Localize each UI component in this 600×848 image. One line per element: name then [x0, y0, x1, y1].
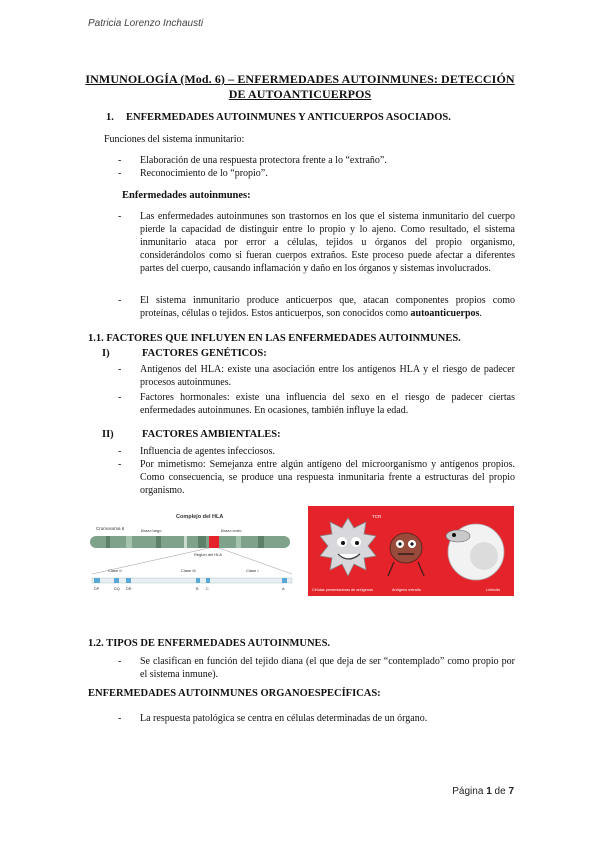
page-footer: Página 1 de 7	[452, 786, 514, 797]
hla-region-label: Región del HLA	[194, 552, 223, 557]
list-item: - Reconocimiento de lo “propio”.	[118, 168, 268, 179]
gene-b: B	[196, 587, 199, 591]
total-pages: 7	[508, 786, 514, 797]
title-line-2: DE AUTOANTICUERPOS	[228, 87, 372, 101]
list-item: - Factores hormonales: existe una influencia del sexo en el riesgo de padecer ciertas enfermedades autoinmunes. En ocasiones, también influye la edad.	[118, 392, 515, 416]
list-item: - Por mimetismo: Semejanza entre algún antígeno del microorganismo y antígenos propios. Como consecuencia, se produce una respuesta inmunitaria frente a estructuras del propio organismo.	[118, 459, 515, 496]
list-item: - La respuesta patológica se centra en células determinadas de un órgano.	[118, 713, 428, 724]
list-item: - Antígenos del HLA: existe una asociación entre los antígenos HLA y el riesgo de padecer procesos autoinmunes.	[118, 364, 515, 388]
foreign-antigen-label: Antígeno extraño	[392, 588, 421, 592]
genetic-roman: I)	[102, 348, 110, 359]
gene-dr: DR	[126, 587, 132, 591]
list-item: - Influencia de agentes infecciosos.	[118, 446, 275, 457]
hla-complex-figure	[86, 508, 298, 598]
section-1-number: 1.	[106, 112, 114, 123]
hla-region-marker	[209, 536, 219, 548]
document-title	[80, 72, 520, 102]
title-line-1: INMUNOLOGÍA (Mod. 6) – ENFERMEDADES AUTOINMUNES: DETECCIÓN	[85, 72, 515, 86]
hla-chromosome-label: Cromosoma 6	[96, 526, 125, 531]
page-header-author: Patricia Lorenzo Inchausti	[88, 18, 204, 29]
gene-dp: DP	[94, 587, 100, 591]
section-1-1-heading: 1.1. FACTORES QUE INFLUYEN EN LAS ENFERMEDADES AUTOINMUNES.	[88, 333, 461, 344]
class-i-label: Clase I	[246, 568, 259, 573]
list-item: - El sistema inmunitario produce anticuerpos que, atacan componentes propios como proteínas, células o tejidos. Estos anticuerpos, son conocidos como autoanticuerpos.	[118, 295, 515, 319]
apc-label: Células presentadoras de antígenos	[312, 588, 374, 592]
immune-cells-illustration	[308, 506, 514, 596]
chromosome-6-bar	[90, 536, 290, 548]
section-1-heading: 1. ENFERMEDADES AUTOINMUNES Y ANTICUERPOS ASOCIADOS.	[106, 112, 451, 123]
gene-dq: DQ	[114, 587, 120, 591]
list-item: - Elaboración de una respuesta protectora frente a lo “extraño”.	[118, 155, 387, 166]
genetic-heading: FACTORES GENÉTICOS:	[142, 348, 267, 359]
gene-a: A	[282, 587, 285, 591]
environmental-roman: II)	[102, 429, 114, 440]
current-page: 1	[486, 786, 492, 797]
organ-specific-heading: ENFERMEDADES AUTOINMUNES ORGANOESPECÍFICAS:	[88, 688, 381, 699]
hla-figure-title: Complejo del HLA	[176, 514, 224, 520]
class-iii-label: Clase III	[181, 568, 196, 573]
functions-intro: Funciones del sistema inmunitario:	[104, 134, 245, 145]
list-item: - Se clasifican en función del tejido diana (el que deja de ser “contemplado” como propio por el sistema inmune).	[118, 656, 515, 680]
list-item: - Las enfermedades autoinmunes son trastornos en los que el sistema inmunitario del cuerpo pierde la capacidad de distinguir entre lo propio y lo ajeno. Como resultado, el sistema inmunitario ataca por error a células, tejidos u órganos del propio organismo, considerándolos como si fueran cuerpos extraños. Este proceso puede afectar a diferentes partes del cuerpo, causando inflamación y daño en los órganos y sistemas involucrados.	[118, 211, 515, 274]
tcr-label: TCR	[372, 514, 382, 519]
class-ii-label: Clase II	[108, 568, 122, 573]
gene-c: C	[206, 587, 209, 591]
section-1-2-heading: 1.2. TIPOS DE ENFERMEDADES AUTOINMUNES.	[88, 638, 331, 649]
hla-short-arm-label: Brazo corto	[221, 528, 242, 533]
environmental-heading: FACTORES AMBIENTALES:	[142, 429, 281, 440]
autoantibodies-term: autoanticuerpos	[410, 308, 480, 319]
hla-long-arm-label: Brazo largo	[141, 528, 162, 533]
lymphocyte-label: Linfocito	[486, 588, 501, 592]
autoimmune-subheading: Enfermedades autoinmunes:	[122, 190, 251, 201]
